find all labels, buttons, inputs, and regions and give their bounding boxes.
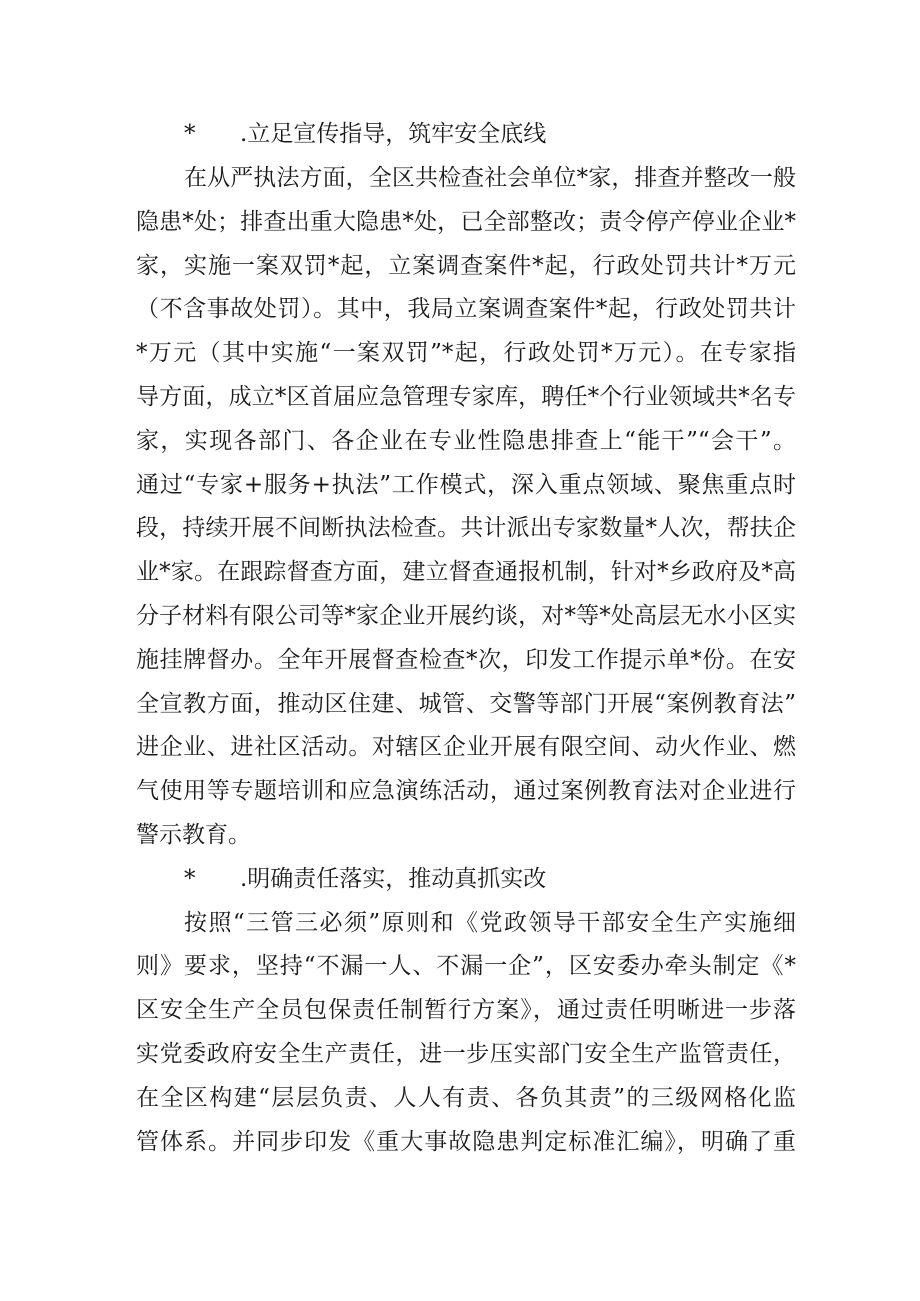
paragraph-line: （不含事故处罚）。其中，我局立案调查案件*起，行政处罚共计 — [136, 296, 796, 322]
paragraph-line: 家，实施一案双罚*起，立案调查案件*起，行政处罚共计*万元 — [136, 253, 796, 279]
paragraph-line: 隐患*处；排查出重大隐患*处，已全部整改；责令停产停业企业* — [136, 209, 796, 235]
section-title: .明确责任落实，推动真抓实改 — [240, 866, 547, 892]
paragraph-line: 在从严执法方面，全区共检查社会单位*家，排查并整改一般 — [184, 165, 796, 191]
paragraph-line: 业*家。在跟踪督查方面，建立督查通报机制，针对*乡政府及*高 — [136, 559, 796, 585]
section-heading — [184, 114, 546, 154]
paragraph-line: 家，实现各部门、各企业在专业性隐患排查上“能干”“会干”。 — [136, 428, 796, 454]
paragraph-line: 导方面，成立*区首届应急管理专家库，聘任*个行业领域共*名专 — [136, 384, 796, 410]
paragraph-line: 在全区构建“层层负责、人人有责、各负其责”的三级网格化监 — [136, 1085, 796, 1111]
section-number: * — [184, 866, 196, 892]
paragraph-line: 按照“三管三必须”原则和《党政领导干部安全生产实施细 — [184, 910, 796, 936]
section-title: .立足宣传指导，筑牢安全底线 — [240, 121, 547, 147]
paragraph-line: 全宣教方面，推动区住建、城管、交警等部门开展“案例教育法” — [136, 691, 796, 717]
paragraph-line: 进企业、进社区活动。对辖区企业开展有限空间、动火作业、燃 — [136, 734, 796, 760]
paragraph-line: 则》要求，坚持“不漏一人、不漏一企”，区安委办牵头制定《* — [136, 953, 796, 979]
paragraph-line: 管体系。并同步印发《重大事故隐患判定标准汇编》，明确了重 — [136, 1129, 796, 1155]
paragraph-line: 实党委政府安全生产责任，进一步压实部门安全生产监管责任， — [136, 1041, 796, 1067]
paragraph-line: 区安全生产全员包保责任制暂行方案》，通过责任明晰进一步落 — [136, 997, 796, 1023]
paragraph-line: 施挂牌督办。全年开展督查检查*次，印发工作提示单*份。在安 — [136, 647, 796, 673]
paragraph-line: *万元（其中实施“一案双罚”*起，行政处罚*万元）。在专家指 — [136, 340, 796, 366]
paragraph-line: 警示教育。 — [136, 822, 251, 848]
paragraph-line: 分子材料有限公司等*家企业开展约谈，对*等*处高层无水小区实 — [136, 603, 796, 629]
paragraph-line: 通过“专家+服务+执法”工作模式，深入重点领域、聚焦重点时 — [136, 472, 796, 498]
paragraph-line: 气使用等专题培训和应急演练活动，通过案例教育法对企业进行 — [136, 778, 796, 804]
paragraph-line: 段，持续开展不间断执法检查。共计派出专家数量*人次，帮扶企 — [136, 515, 796, 541]
section-number: * — [184, 121, 196, 147]
section-heading — [184, 859, 546, 899]
